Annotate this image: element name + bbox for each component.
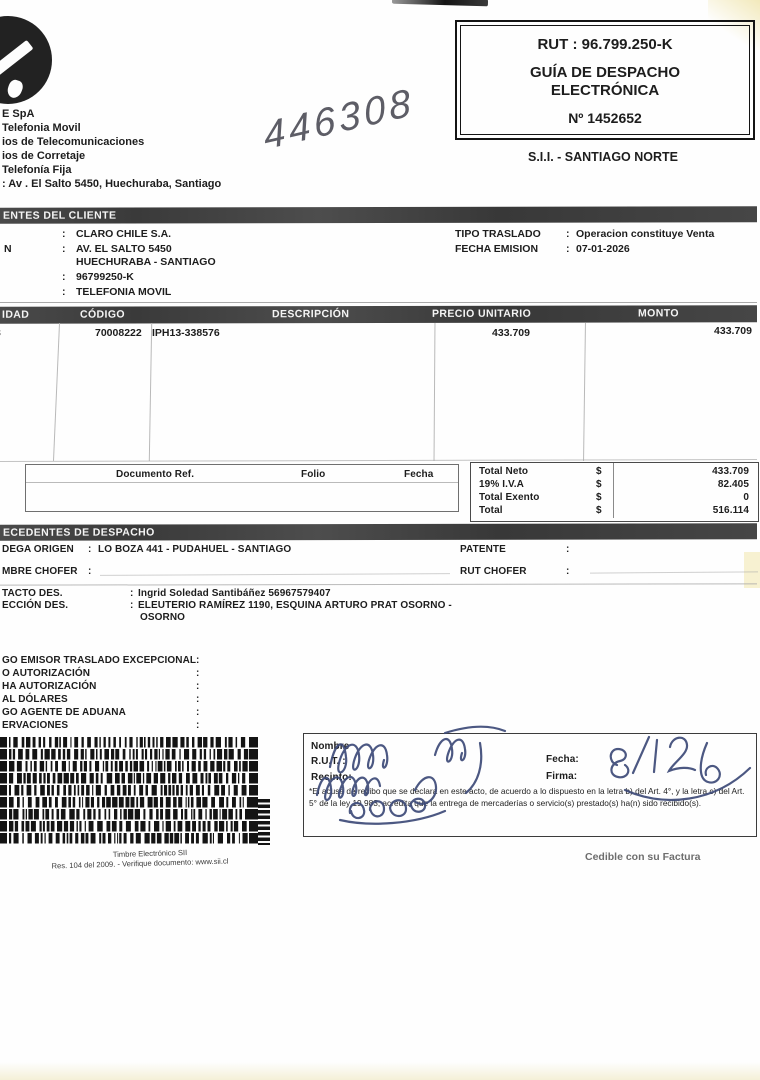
total-value: 516.114	[712, 505, 749, 516]
contacto-label: TACTO DES.	[2, 588, 63, 599]
currency-sign: $	[596, 505, 602, 516]
colon: :	[196, 655, 200, 666]
address-label-fragment: N	[4, 243, 12, 255]
recinto-label: Recinto:	[311, 772, 352, 783]
rut-chofer-label: RUT CHOFER	[460, 566, 527, 577]
total-dolares-label: AL DÓLARES	[2, 694, 68, 705]
client-address-1: AV. EL SALTO 5450	[76, 243, 172, 255]
company-line: ios de Corretaje	[2, 150, 86, 162]
company-logo	[0, 16, 52, 104]
patente-label: PATENTE	[460, 544, 506, 555]
company-line: Telefonía Fija	[2, 164, 72, 176]
total-label: Total	[479, 505, 503, 516]
company-line: E SpA	[2, 108, 35, 120]
items-table-body	[0, 323, 760, 461]
col-cantidad-header: IDAD	[1, 308, 30, 321]
document-number: Nº 1452652	[568, 110, 642, 126]
no-autorizacion-label: O AUTORIZACIÓN	[2, 668, 91, 679]
item-cantidad	[0, 327, 1, 339]
col-descripcion-header: DESCRIPCIÓN	[271, 308, 350, 321]
cedible-note: Cedible con su Factura	[585, 851, 701, 863]
client-giro: TELEFONIA MOVIL	[76, 286, 172, 298]
direccion-value-1: ELEUTERIO RAMÍREZ 1190, ESQUINA ARTURO PRAT OSORNO -	[138, 600, 452, 611]
colon: :	[62, 243, 66, 255]
nombre-label: Nombre	[311, 741, 350, 752]
client-address-2: HUECHURABA - SANTIAGO	[76, 256, 216, 268]
col-precio-header: PRECIO UNITARIO	[431, 307, 532, 320]
fecha-emision-label: FECHA EMISION	[455, 243, 539, 255]
stamp-caption-1: Timbre Electrónico SII	[112, 847, 188, 860]
rut-value: RUT : 96.799.250-K	[537, 36, 673, 53]
dispatch-rule	[0, 583, 757, 585]
iva-label: 19% I.V.A	[479, 479, 525, 490]
client-section-title: ENTES DEL CLIENTE	[2, 209, 117, 222]
sii-office: S.I.I. - SANTIAGO NORTE	[527, 150, 678, 164]
column-divider	[149, 323, 152, 461]
total-exento-label: Total Exento	[479, 492, 540, 503]
totals-divider	[613, 463, 614, 518]
acuse-legal-text: *El acuse de recibo que se declara en este acto, de acuerdo a lo dispuesto en la letra b) del Art. 4°, y la letra c) del Art. 5° de la ley 19.983, acredita que la entrega de mercaderías o servicio(s) prestado(s) ha(n) sido recibido(s).	[309, 786, 745, 808]
total-neto-label: Total Neto	[479, 466, 529, 477]
client-name: CLARO CHILE S.A.	[76, 228, 172, 240]
dispatch-section-header	[0, 523, 757, 541]
rut-box	[455, 20, 755, 140]
colon: :	[196, 681, 200, 692]
direccion-value-2: OSORNO	[140, 612, 186, 623]
ref-docs-box	[25, 464, 459, 512]
pdf417-barcode	[0, 737, 258, 845]
client-section-header	[0, 206, 757, 224]
colon: :	[566, 243, 570, 255]
colon: :	[566, 566, 570, 577]
colon: :	[88, 544, 92, 555]
company-line: Telefonia Movil	[2, 122, 81, 134]
ref-header-rule	[26, 482, 458, 483]
client-rut: 96799250-K	[76, 271, 134, 283]
item-precio: 433.709	[492, 327, 530, 339]
contacto-value: Ingrid Soledad Santibáñez 56967579407	[138, 588, 331, 599]
currency-sign: $	[596, 492, 602, 503]
item-monto: 433.709	[714, 325, 752, 337]
fecha-autorizacion-label: HA AUTORIZACIÓN	[2, 681, 97, 692]
col-codigo-header: CÓDIGO	[79, 308, 126, 321]
document-title-line2: ELECTRÓNICA	[550, 82, 660, 99]
rut-label: R.U.T. :	[311, 756, 346, 767]
colon: :	[62, 228, 66, 240]
item-descripcion: IPH13-338576	[152, 327, 220, 339]
currency-sign: $	[596, 466, 602, 477]
colon: :	[62, 286, 66, 298]
colon: :	[62, 271, 66, 283]
emisor-excepcional-label: GO EMISOR TRASLADO EXCEPCIONAL	[2, 655, 197, 666]
colon: :	[566, 228, 570, 240]
currency-sign: $	[596, 479, 602, 490]
column-divider	[53, 323, 60, 461]
total-exento-value: 0	[743, 492, 749, 503]
company-line: ios de Telecomunicaciones	[2, 136, 145, 148]
colon: :	[196, 694, 200, 705]
column-divider	[583, 323, 586, 461]
colon: :	[130, 588, 134, 599]
dispatch-section-title: ECEDENTES DE DESPACHO	[2, 526, 155, 539]
agente-aduana-label: GO AGENTE DE ADUANA	[2, 707, 126, 718]
bodega-origen-value: LO BOZA 441 - PUDAHUEL - SANTIAGO	[98, 544, 292, 555]
signature-handwriting	[295, 695, 760, 840]
ref-fecha-header: Fecha	[404, 469, 434, 480]
sii-stamp-barcode	[0, 737, 258, 845]
document-title-line1: GUÍA DE DESPACHO	[529, 64, 680, 81]
totals-box	[470, 462, 759, 522]
colon: :	[196, 707, 200, 718]
total-neto-value: 433.709	[712, 466, 749, 477]
fecha-emision-value: 07-01-2026	[576, 243, 630, 255]
barcode-fragment	[258, 799, 270, 845]
direccion-label: ECCIÓN DES.	[2, 600, 69, 611]
column-divider	[434, 323, 436, 461]
fecha-label: Fecha:	[546, 754, 579, 765]
chofer-blank-line	[100, 573, 450, 576]
company-address-line: : Av . El Salto 5450, Huechuraba, Santiago	[2, 178, 222, 190]
ref-folio-header: Folio	[301, 469, 326, 480]
tipo-traslado-label: TIPO TRASLADO	[455, 228, 541, 240]
firma-label: Firma:	[546, 771, 578, 782]
iva-value: 82.405	[717, 479, 749, 490]
tipo-traslado-value: Operacion constituye Venta	[576, 228, 715, 240]
items-table-top-rule	[0, 302, 757, 303]
scan-artifact-streak	[392, 0, 488, 6]
col-monto-header: MONTO	[637, 307, 679, 320]
colon: :	[130, 600, 134, 611]
rut-chofer-blank-line	[590, 571, 758, 573]
colon: :	[88, 566, 92, 577]
observaciones-label: ERVACIONES	[2, 720, 69, 731]
scan-artifact-bottom	[0, 1062, 760, 1080]
handwritten-number: 446308	[261, 80, 417, 159]
colon: :	[566, 544, 570, 555]
nombre-chofer-label: MBRE CHOFER	[2, 566, 78, 577]
colon: :	[196, 720, 200, 731]
bodega-origen-label: DEGA ORIGEN	[2, 544, 74, 555]
item-codigo: 70008222	[95, 327, 142, 339]
stamp-caption-2: Res. 104 del 2009. - Verifique documento: www.sii.cl	[51, 856, 229, 871]
items-table-header	[0, 305, 757, 324]
colon: :	[196, 668, 200, 679]
ref-doc-header: Documento Ref.	[116, 469, 195, 480]
